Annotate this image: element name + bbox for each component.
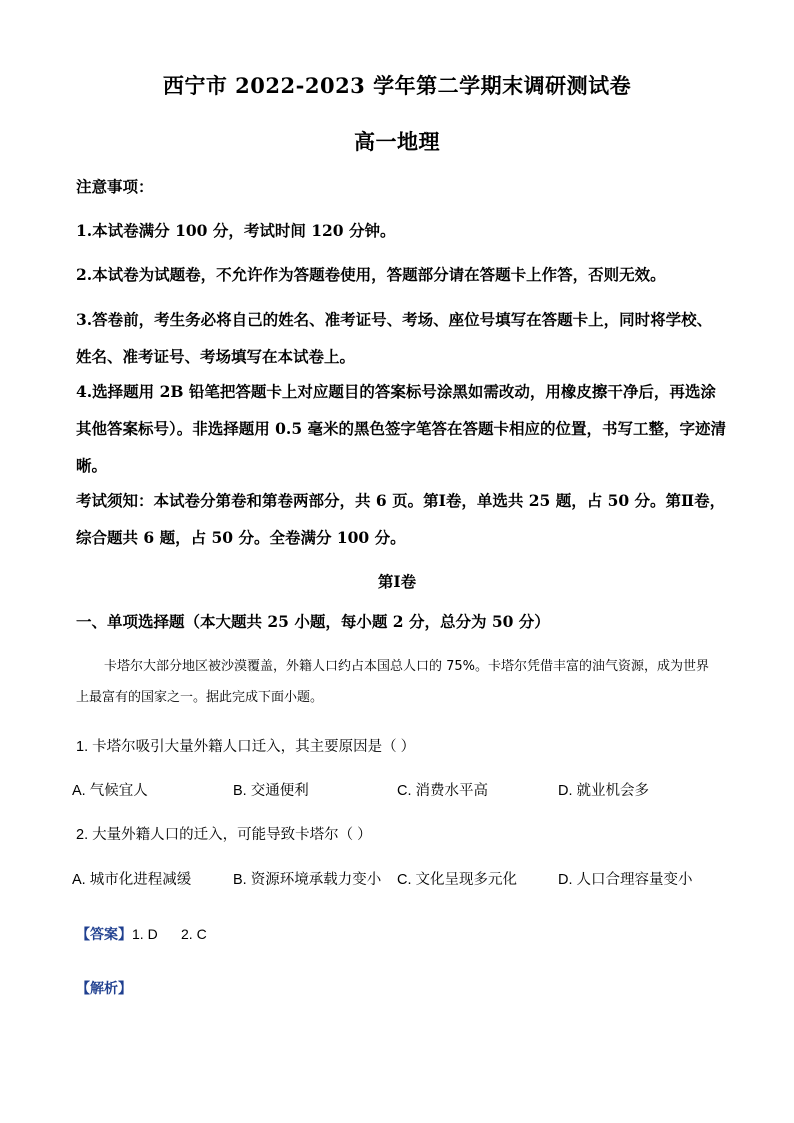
q2-option-a: A. 城市化进程减缓 <box>72 872 192 888</box>
answer-line <box>76 924 207 944</box>
q1-option-d: D. 就业机会多 <box>558 783 650 799</box>
notice-item-3: 3.答卷前，考生务必将自己的姓名、准考证号、考场、座位号填写在答题卡上，同时将学校、姓名、准考证号、考场填写在本试卷上。 <box>76 310 713 366</box>
question-1-stem: 1. 卡塔尔吸引大量外籍人口迁入，其主要原因是（ ） <box>76 739 416 755</box>
q1-option-c: C. 消费水平高 <box>397 783 489 799</box>
q1-option-b: B. 交通便利 <box>233 783 309 799</box>
q2-option-d: D. 人口合理容量变小 <box>558 872 693 888</box>
notice-item-2: 2.本试卷为试题卷，不允许作为答题卷使用，答题部分请在答题卡上作答，否则无效。 <box>76 265 666 284</box>
q2-option-b: B. 资源环境承载力变小 <box>233 872 382 888</box>
section-heading: 一、单项选择题（本大题共 25 小题，每小题 2 分，总分为 50 分） <box>76 612 550 631</box>
answer-label: 【答案】 <box>76 926 132 942</box>
notice-item-4: 4.选择题用 2B 铅笔把答题卡上对应题目的答案标号涂黑如需改动，用橡皮擦干净后，再选涂其他答案标号）。非选择题用 0.5 毫米的黑色签字笔答在答题卡相应的位置，书写工整，字迹清晰。 <box>76 382 727 475</box>
analysis-line <box>76 978 132 998</box>
notice-item-1: 1.本试卷满分 100 分，考试时间 120 分钟。 <box>76 221 396 240</box>
q1-option-a: A. 气候宜人 <box>72 783 148 799</box>
question-2-stem: 2. 大量外籍人口的迁入，可能导致卡塔尔（ ） <box>76 827 372 843</box>
part1-title: 第Ⅰ卷 <box>377 572 417 591</box>
q2-option-c: C. 文化呈现多元化 <box>397 872 518 888</box>
answer-text: 1. D 2. C <box>132 926 207 942</box>
analysis-label: 【解析】 <box>76 980 132 996</box>
exam-info: 考试须知：本试卷分第卷和第卷两部分，共 6 页。第Ⅰ卷，单选共 25 题，占 50 分。第Ⅱ卷，综合题共 6 题，占 50 分。全卷满分 100 分。 <box>76 491 726 547</box>
passage-text: 卡塔尔大部分地区被沙漠覆盖，外籍人口约占本国总人口的 75%。卡塔尔凭借丰富的油气资源，成为世界上最富有的国家之一。据此完成下面小题。 <box>76 659 710 705</box>
reading-passage <box>76 651 722 713</box>
exam-title: 西宁市 2022-2023 学年第二学期末调研测试卷 <box>162 73 632 98</box>
subject-title: 高一地理 <box>354 129 440 154</box>
notice-heading: 注意事项： <box>76 177 154 196</box>
